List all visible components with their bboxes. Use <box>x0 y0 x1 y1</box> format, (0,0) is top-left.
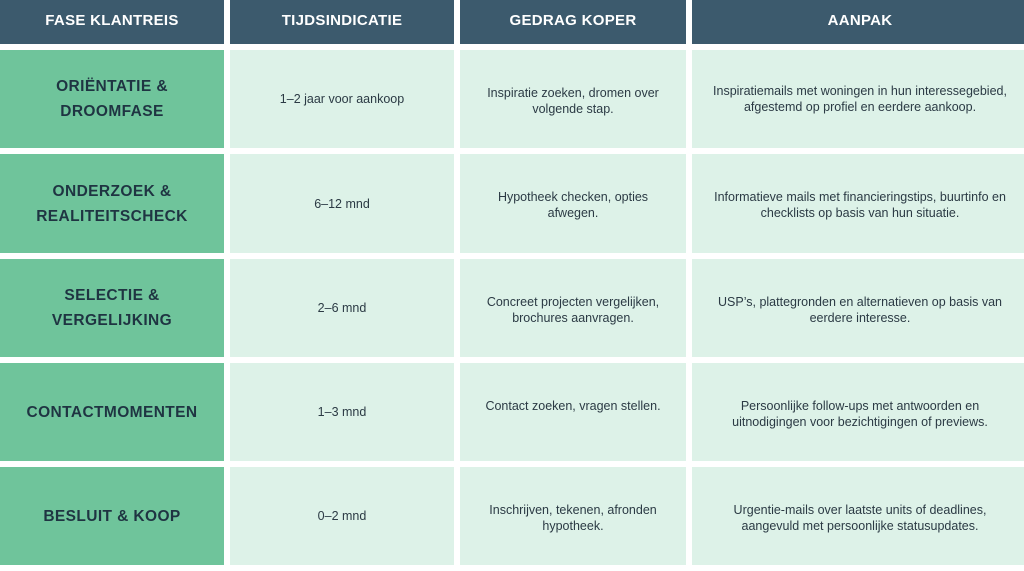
time-cell: 0–2 mnd <box>230 467 454 565</box>
approach-cell: Informatieve mails met financieringstips, buurtinfo en checklists op basis van hun situatie. <box>692 154 1024 253</box>
time-cell: 2–6 mnd <box>230 259 454 357</box>
header-approach: AANPAK <box>692 0 1024 44</box>
time-cell: 6–12 mnd <box>230 154 454 253</box>
behavior-cell: Inschrijven, tekenen, afronden hypotheek. <box>460 467 686 565</box>
approach-cell: USP’s, plattegronden en alternatieven op basis van eerdere interesse. <box>692 259 1024 357</box>
header-phase: FASE KLANTREIS <box>0 0 224 44</box>
phase-cell: SELECTIE & VERGELIJKING <box>0 259 224 357</box>
approach-cell: Persoonlijke follow-ups met antwoorden en uitnodigingen voor bezichtigingen of previews. <box>692 363 1024 461</box>
time-cell: 1–3 mnd <box>230 363 454 461</box>
behavior-cell: Inspiratie zoeken, dromen over volgende stap. <box>460 50 686 148</box>
approach-cell: Urgentie-mails over laatste units of deadlines, aangevuld met persoonlijke statusupdates. <box>692 467 1024 565</box>
phase-cell: ORIËNTATIE & DROOMFASE <box>0 50 224 148</box>
header-time: TIJDSINDICATIE <box>230 0 454 44</box>
approach-cell: Inspiratiemails met woningen in hun interessegebied, afgestemd op profiel en eerdere aankoop. <box>692 50 1024 148</box>
phase-cell: ONDERZOEK & REALITEITSCHECK <box>0 154 224 253</box>
phase-cell: CONTACTMOMENTEN <box>0 363 224 461</box>
behavior-cell: Concreet projecten vergelijken, brochures aanvragen. <box>460 259 686 357</box>
time-cell: 1–2 jaar voor aankoop <box>230 50 454 148</box>
behavior-cell: Contact zoeken, vragen stellen. <box>460 363 686 461</box>
header-behavior: GEDRAG KOPER <box>460 0 686 44</box>
behavior-cell: Hypotheek checken, opties afwegen. <box>460 154 686 253</box>
phase-cell: BESLUIT & KOOP <box>0 467 224 565</box>
